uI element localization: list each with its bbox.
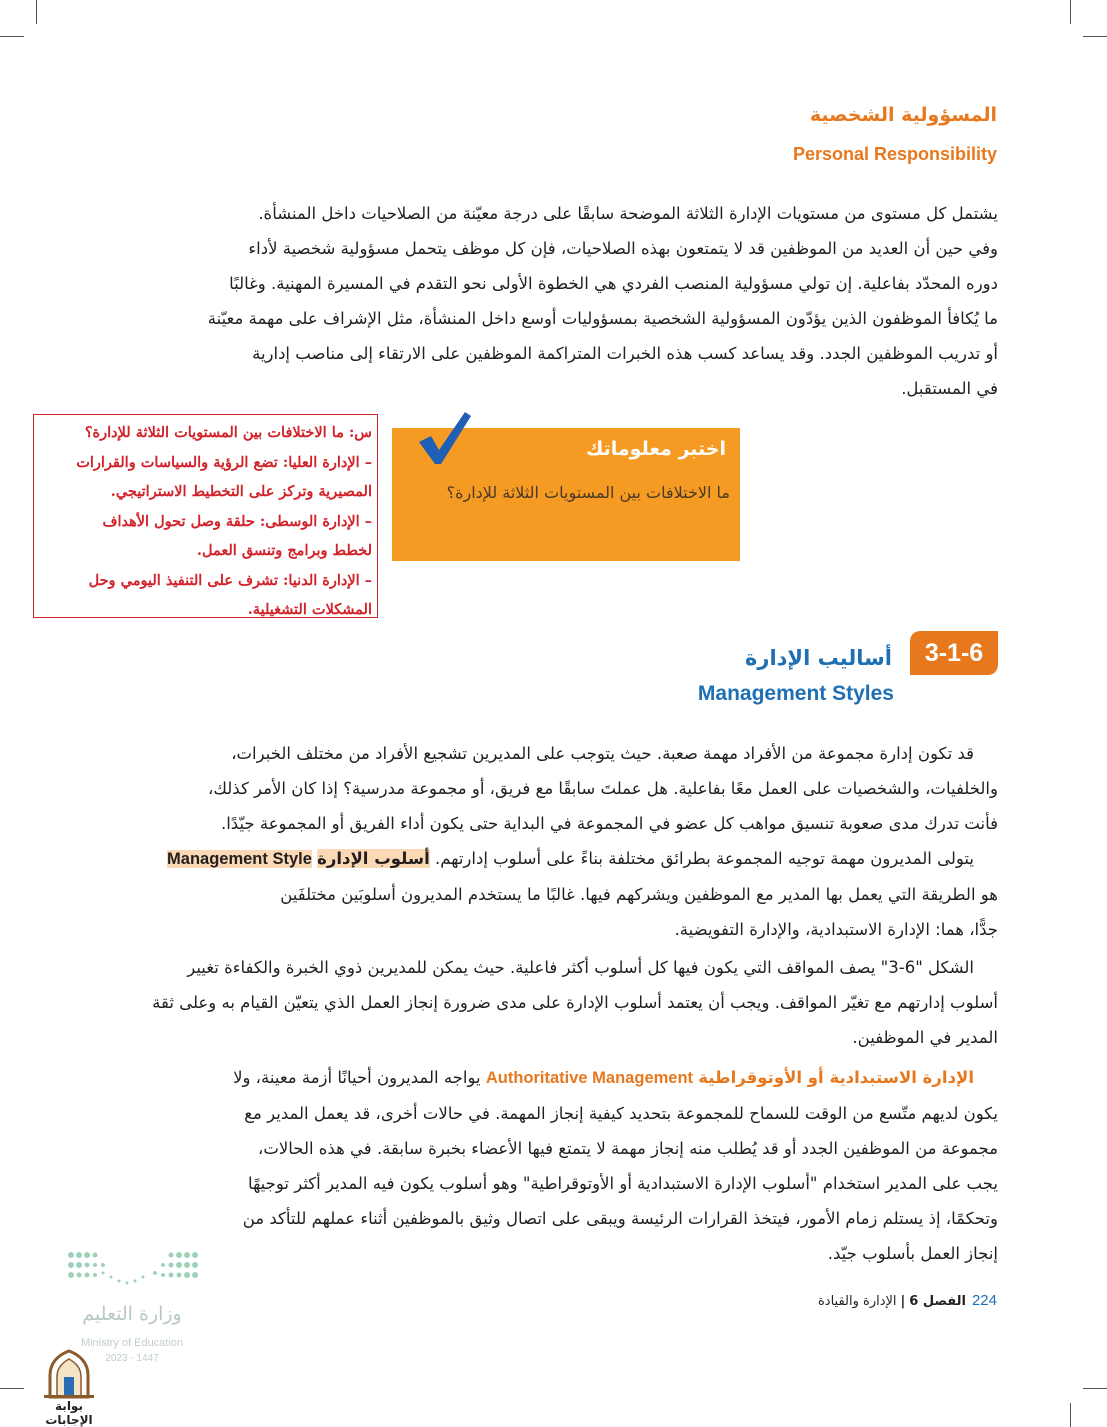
mosque-icon <box>30 1349 108 1399</box>
text-line: وفي حين أن العديد من الموظفين قد لا يتمتعون بهذه الصلاحيات، فإن كل موظف يتحمل مسؤولية شخصية لأداء <box>248 239 998 258</box>
answer-note <box>33 414 378 618</box>
note-line: – الإدارة الوسطى: حلقة وصل تحول الأهداف <box>102 512 372 530</box>
note-line: س: ما الاختلافات بين المستويات الثلاثة للإدارة؟ <box>84 424 372 441</box>
crop-mark <box>1070 1403 1071 1427</box>
note-line: لخطط وبرامج وتنسق العمل. <box>196 542 372 559</box>
text-line <box>136 841 998 877</box>
ministry-name-english: Ministry of Education <box>80 1337 184 1349</box>
crop-mark <box>0 36 24 37</box>
text-line: في المستقبل. <box>901 379 998 398</box>
term-authoritative-arabic: الإدارة الاستبدادية أو الأوتوقراطية <box>698 1068 974 1087</box>
footer-divider: | <box>900 1294 906 1309</box>
text-line: قد تكون إدارة مجموعة من الأفراد مهمة صعبة. حيث يتوجب على المديرين تشجيع الأفراد من مختلف الخبرات، <box>231 744 974 763</box>
term-highlight-english: Management Style <box>167 850 312 868</box>
text-line: أو تدريب الموظفين الجدد. وقد يساعد كسب هذه الخبرات المتراكمة الموظفين على الارتقاء إلى مناصب إدارية <box>252 344 998 363</box>
section-heading-arabic: المسؤولية الشخصية <box>809 104 997 126</box>
portal-label: بوابة الإجابات <box>45 1399 93 1427</box>
note-line: – الإدارة العليا: تضع الرؤية والسياسات والقرارات <box>76 453 372 471</box>
quiz-question: ما الاختلافات بين المستويات الثلاثة للإدارة؟ <box>446 483 730 502</box>
text-fragment: يتولى المديرون مهمة توجيه المجموعة بطرائق مختلفة بناءً على أسلوب إدارتهم. <box>435 849 974 868</box>
text-line: مجموعة من الموظفين الجدد أو قد يُطلب منه إنجاز مهمة لا يتمتع فيها الأعضاء بخبرة سابقة. في هذه الحالات، <box>258 1139 998 1158</box>
answers-portal-logo <box>30 1349 108 1427</box>
term-highlight-arabic: أسلوب الإدارة <box>317 849 430 868</box>
text-line: إنجاز العمل بأسلوب جيّد. <box>827 1244 998 1263</box>
text-line: المدير في الموظفين. <box>852 1028 998 1047</box>
ministry-dots-icon <box>65 1247 201 1291</box>
checkmark-icon <box>415 408 473 468</box>
text-fragment: يواجه المديرون أحيانًا أزمة معينة، ولا <box>233 1068 481 1087</box>
text-line <box>136 1060 998 1096</box>
paragraph-management-styles <box>136 736 998 947</box>
section-title-english: Management Styles <box>697 682 894 705</box>
crop-mark <box>1083 1388 1107 1389</box>
text-line: جدًّا، هما: الإدارة الاستبدادية، والإدارة التفويضية. <box>674 920 998 939</box>
paragraph-authoritative-management <box>136 1060 998 1271</box>
section-title-arabic: أساليب الإدارة <box>744 646 892 670</box>
text-line: وتحكمًا، إذ يستلم زمام الأمور، فيتخذ القرارات الرئيسة ويبقى على اتصال وثيق بالموظفين أثناء عملهم للتأكد من <box>242 1209 998 1228</box>
note-line: – الإدارة الدنيا: تشرف على التنفيذ اليومي وحل <box>88 571 372 589</box>
term-authoritative-english: Authoritative Management <box>485 1069 694 1087</box>
page-footer <box>818 1292 997 1309</box>
chapter-label: الفصل 6 <box>909 1294 966 1309</box>
ministry-name-arabic: وزارة التعليم <box>82 1303 182 1325</box>
crop-mark <box>36 0 37 24</box>
text-line: والخلفيات، والشخصيات على العمل معًا بفاعلية. هل عملتَ سابقًا مع فريق، أو مجموعة مدرسية؟ إذا كان الأمر كذلك، <box>208 779 998 798</box>
note-line: المصيرية وتركز على التخطيط الاستراتيجي. <box>110 483 372 500</box>
text-line: فأنت تدرك مدى صعوبة تنسيق مواهب كل عضو في المجموعة في البداية حتى يكون أداء الفريق أو المجموعة جيّدًا. <box>220 814 998 833</box>
quiz-title: اختبر معلوماتك <box>585 438 726 460</box>
text-line: هو الطريقة التي يعمل بها المدير مع الموظفين ويشركهم فيها. غالبًا ما يستخدم المديرون أسلوبَين مختلفَين <box>280 885 998 904</box>
chapter-title: الإدارة والقيادة <box>817 1294 897 1309</box>
text-line: دوره المحدّد بفاعلية. إن تولي مسؤولية المنصب الفردي هي الخطوة الأولى نحو التقدم في المسيرة المهنية. وغالبًا <box>229 274 998 293</box>
paragraph-figure-reference <box>136 950 998 1055</box>
crop-mark <box>0 1388 24 1389</box>
page-number: 224 <box>971 1292 997 1309</box>
section-number-badge: 3-1-6 <box>910 631 998 675</box>
text-line: أسلوب إدارتهم مع تغيّر المواقف. ويجب أن يعتمد أسلوب الإدارة على مدى ضرورة إنجاز العمل الذي يتعيّن القيام به وعلى ثقة <box>152 993 998 1012</box>
crop-mark <box>1083 36 1107 37</box>
text-line: يشتمل كل مستوى من مستويات الإدارة الثلاثة الموضحة سابقًا على درجة معيّنة من الصلاحيات داخل المنشأة. <box>258 204 998 223</box>
ministry-year: 2023 - 1447 <box>105 1353 159 1364</box>
section-heading-english: Personal Responsibility <box>792 144 997 164</box>
crop-mark <box>1070 0 1071 24</box>
text-line: يكون لديهم متّسع من الوقت للسماح للمجموعة بتحديد كيفية إنجاز المهمة. في حالات أخرى، قد يعمل المدير مع <box>244 1104 998 1123</box>
text-line: يجب على المدير استخدام "أسلوب الإدارة الاستبدادية أو الأوتوقراطية" وهو أسلوب يكون فيه المدير أكثر توجيهًا <box>248 1174 998 1193</box>
paragraph-personal-responsibility <box>136 196 998 406</box>
text-line: ما يُكافأ الموظفون الذين يؤدّون المسؤولية الشخصية بمسؤوليات أوسع داخل المنشأة، مثل الإشراف على مهمة معيّنة <box>207 309 998 328</box>
text-line: الشكل "6-3" يصف المواقف التي يكون فيها كل أسلوب أكثر فاعلية. حيث يمكن للمديرين ذوي الخبرة والكفاءة تغيير <box>187 958 974 977</box>
note-line: المشكلات التشغيلية. <box>247 601 372 618</box>
